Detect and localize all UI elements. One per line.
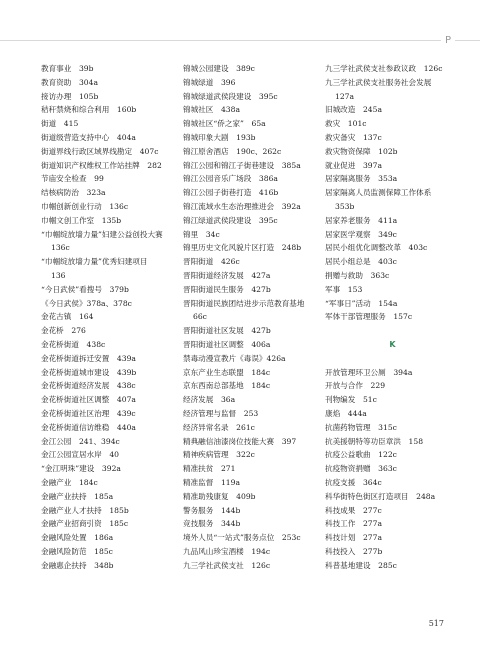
index-entry: 康焰 444a	[325, 408, 367, 418]
index-entry: 金融风险防范 185c	[41, 546, 113, 556]
index-entry: 晋阳街道 426c	[183, 257, 240, 267]
index-entry: 锦江流域水生态治理推进会 392a	[183, 201, 301, 211]
index-entry: 金花桥街道城市建设 439b	[41, 367, 137, 377]
index-entry: 抗疫物资捐赠 363c	[325, 464, 397, 474]
index-entry: 刊物编发 51c	[325, 395, 377, 405]
index-entry: “巾帼绽放墙力量”妇建公益创投大赛	[41, 229, 163, 239]
index-entry: 金花桥街道社区治理 439c	[41, 408, 136, 418]
index-entry: 抗疫支援 364c	[325, 477, 382, 487]
index-entry: 金花古镇 164	[41, 312, 94, 322]
index-entry: 军体干部管理服务 157c	[325, 312, 413, 322]
index-entry: 开放管理环卫公厕 394a	[325, 367, 413, 377]
index-entry: 锦城公园建设 389c	[183, 64, 255, 73]
index-entry: 锦里 34c	[183, 229, 220, 239]
index-column-middle	[183, 62, 318, 572]
index-entry: 禁毒动漫宣教片《毒误》426a	[183, 353, 286, 363]
index-entry: 捐赠与救助 363c	[325, 270, 390, 280]
index-entry: 京东产业生态联盟 184c	[183, 367, 271, 377]
index-entry: 抗菌药物管理 315c	[325, 422, 397, 432]
index-entry: 就业促进 397a	[325, 160, 382, 170]
page-number: 517	[428, 619, 444, 628]
index-entry: “今日武侯”看搜号 379b	[41, 284, 129, 294]
index-entry: 锦城绿道 396	[183, 77, 236, 87]
index-entry: 金花桥 276	[41, 326, 86, 336]
index-entry: 街道 415	[41, 119, 79, 129]
index-entry: 九三学社武侯支社参政议政 126c	[325, 64, 443, 73]
index-entry: 科普基地建设 285c	[325, 560, 397, 570]
index-entry: 《今日武侯》378a、378c	[41, 298, 132, 308]
index-entry: 警务服务 144b	[183, 505, 241, 515]
header-rule	[0, 40, 480, 41]
index-entry: 经济发展 36a	[183, 395, 236, 405]
index-entry: 经济异常名录 261c	[183, 422, 255, 432]
index-entry: 晋阳街道社区调整 406a	[183, 339, 271, 349]
index-entry: 353b	[335, 201, 355, 211]
index-entry: 66c	[193, 312, 207, 322]
index-entry: 节庙安全检查 99	[41, 174, 104, 184]
index-entry: 锦江公园音乐广场段 386a	[183, 174, 278, 184]
index-entry: 金融产业扶持 185a	[41, 491, 114, 501]
index-entry: 锦城绿道武侯段建设 395c	[183, 91, 278, 101]
index-entry: 科技计划 277a	[325, 533, 382, 543]
index-entry: 京东西南总部基地 184c	[183, 381, 271, 391]
index-entry: 居家医学观察 349c	[325, 229, 397, 239]
index-entry: 晋阳街道社区发展 427b	[183, 326, 271, 336]
index-entry: 精典融信油漆岗位技能大赛 397	[183, 436, 297, 446]
index-entry: 旧城改造 245a	[325, 105, 382, 115]
index-entry: 锦江绿道武侯段建设 395c	[183, 215, 278, 225]
index-entry	[325, 324, 460, 338]
index-entry: 精神疾病管理 322c	[183, 450, 255, 460]
index-entry: 锦城社区“侨之家” 65a	[183, 119, 266, 129]
index-column-right	[325, 62, 460, 572]
index-entry: 救灾 101c	[325, 119, 367, 129]
index-entry: 巾帼创新创业行动 136c	[41, 201, 129, 211]
index-entry: 九品风山珍宝酒楼 194c	[183, 546, 271, 556]
index-entry: 金融产业招商引资 185c	[41, 519, 129, 529]
index-entry: 金花桥街道经济发展 438c	[41, 381, 136, 391]
section-letter-marker: P	[441, 35, 455, 47]
index-entry: 金花桥街道社区调整 407a	[41, 395, 136, 405]
index-entry: 精准扶贫 271	[183, 464, 236, 474]
index-entry: 街道界线行政区域界线勘定 407c	[41, 146, 159, 156]
index-entry: 晋阳街道民生服务 427b	[183, 284, 271, 294]
index-entry: 科技工作 277a	[325, 519, 382, 529]
index-entry: 金江公园 241、394c	[41, 436, 120, 446]
index-entry: 居家养老服务 411a	[325, 215, 398, 225]
index-entry: 锦江原舍酒店 190c、262c	[183, 146, 282, 156]
index-entry: “军事日”活动 154a	[325, 298, 398, 308]
index-entry: 结核病防治 323a	[41, 188, 106, 198]
index-entry: 晋阳街道经济发展 427a	[183, 270, 271, 280]
index-entry: 136	[51, 270, 66, 280]
index-entry: 锦城印象大剧 193b	[183, 132, 256, 142]
index-entry: 经济管理与监督 253	[183, 408, 259, 418]
index-entry: 街道知识产权维权工作站挂牌 282	[41, 160, 162, 170]
index-entry: 精准助残康复 409b	[183, 491, 256, 501]
index-entry: 境外人员“一站式”服务点位 253c	[183, 533, 301, 543]
index-entry: 开放与合作 229	[325, 381, 386, 391]
index-entry: 锦里历史文化风貌片区打造 248b	[183, 243, 302, 253]
index-entry: 抗美援朝特等功臣章洪 158	[325, 436, 424, 446]
index-entry: 教育事业 39b	[41, 64, 94, 73]
index-entry: 接访办理 105b	[41, 91, 99, 101]
index-entry: 科华街特色街区打造项目 248a	[325, 491, 436, 501]
index-entry: 锦江公园和锦江子街巷建设 385a	[183, 160, 301, 170]
index-entry: 居家隔离服务 353a	[325, 174, 398, 184]
index-entry: 金花桥街道 438c	[41, 339, 106, 349]
index-entry: 锦江公园子街巷打造 416b	[183, 188, 279, 198]
index-entry: 金花桥街道信访维稳 440a	[41, 422, 136, 432]
index-entry: 街道级营造支持中心 404a	[41, 132, 136, 142]
index-entry: 居家隔离人员监测保障工作体系	[325, 188, 432, 198]
index-entry: 晋阳街道民族团结进步示范教育基地	[183, 298, 305, 308]
index-entry: 九三学社武侯支社 126c	[183, 560, 271, 570]
index-entry: 科技成果 277c	[325, 505, 382, 515]
index-entry	[325, 352, 460, 366]
index-entry: 救灾物资保障 102b	[325, 146, 398, 156]
index-entry: 锦城社区 438a	[183, 105, 240, 115]
index-entry: 教育资助 304a	[41, 77, 98, 87]
index-entry: 金融风险处置 186a	[41, 533, 114, 543]
section-heading-k: K	[389, 339, 396, 349]
index-entry: “金江明珠”建设 392a	[41, 464, 121, 474]
index-entry: 巾帼文创工作室 135b	[41, 215, 122, 225]
index-entry: 136c	[51, 243, 70, 253]
index-entry: 救灾备灾 137c	[325, 132, 382, 142]
index-entry: 抗疫公益歌曲 122c	[325, 450, 397, 460]
index-entry: 军事 153	[325, 284, 363, 294]
index-entry: 金花桥街道拆迁安置 439a	[41, 353, 136, 363]
index-entry: 精准监督 119a	[183, 477, 240, 487]
index-entry: 竞技服务 344b	[183, 519, 241, 529]
index-entry: 金江公园宣居水岸 40	[41, 450, 120, 460]
index-column-left	[41, 62, 176, 572]
index-entry: “巾帼绽放墙力量”优秀妇建项目	[41, 257, 148, 267]
index-entry: 金融惠企扶持 348b	[41, 560, 114, 570]
index-entry: 秸秆禁烧和综合利用 160b	[41, 105, 137, 115]
index-entry: 金融产业人才扶持 185b	[41, 505, 129, 515]
index-entry: 金融产业 184c	[41, 477, 98, 487]
index-entry: 居民小组总是 403c	[325, 257, 397, 267]
index-entry: 科技投入 277b	[325, 546, 383, 556]
index-entry: 九三学社武侯支社服务社会发展	[325, 77, 432, 87]
index-entry: 居民小组优化调整改革 403c	[325, 243, 428, 253]
index-entry: 127a	[335, 91, 355, 101]
